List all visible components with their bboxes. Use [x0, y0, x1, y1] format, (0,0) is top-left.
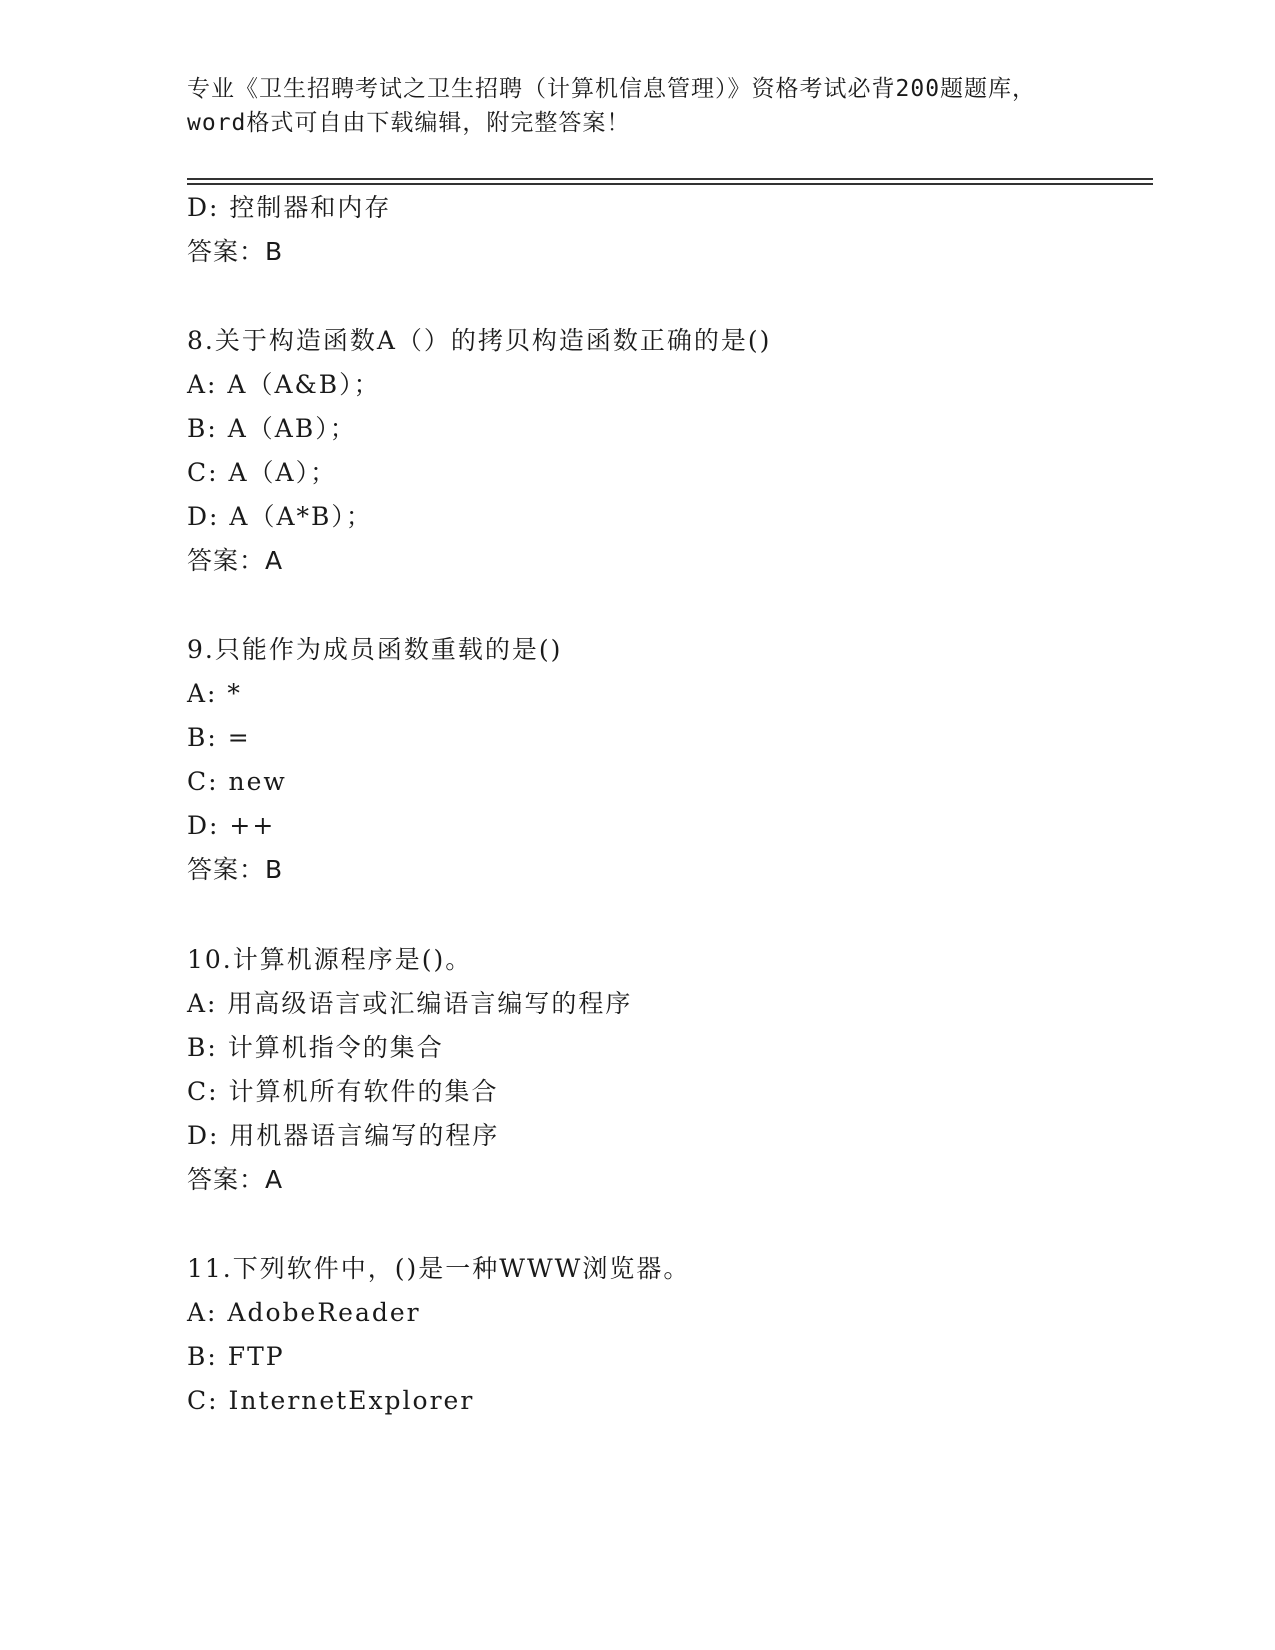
- question-8-option-a: A: A（A&B）；: [187, 370, 381, 399]
- question-11-option-c: C: InternetExplorer: [187, 1386, 475, 1415]
- question-9-option-d: D: ++: [187, 811, 276, 840]
- prev-answer: 答案：B: [187, 237, 284, 266]
- question-8-option-b: B: A（AB）；: [187, 414, 357, 443]
- question-10-stem: 10.计算机源程序是()。: [187, 945, 473, 974]
- question-10-option-d: D: 用机器语言编写的程序: [187, 1121, 500, 1150]
- question-10-option-c: C: 计算机所有软件的集合: [187, 1077, 499, 1106]
- question-10-option-b: B: 计算机指令的集合: [187, 1033, 444, 1062]
- question-11-option-b: B: FTP: [187, 1342, 285, 1371]
- header-line-1: 专业《卫生招聘考试之卫生招聘（计算机信息管理）》资格考试必背200题题库，: [187, 76, 1037, 102]
- prev-option-d: D: 控制器和内存: [187, 193, 392, 222]
- question-9-stem: 9.只能作为成员函数重载的是(): [187, 635, 563, 664]
- question-8-option-d: D: A（A*B）；: [187, 502, 373, 531]
- question-8-answer: 答案：A: [187, 546, 284, 575]
- question-9-option-a: A: *: [187, 679, 242, 708]
- question-10-option-a: A: 用高级语言或汇编语言编写的程序: [187, 989, 633, 1018]
- header-divider-top: [187, 178, 1153, 180]
- question-9-option-b: B: =: [187, 723, 251, 752]
- question-9-option-c: C: new: [187, 767, 287, 796]
- question-8-stem: 8.关于构造函数A（）的拷贝构造函数正确的是(): [187, 326, 772, 355]
- question-10-answer: 答案：A: [187, 1165, 284, 1194]
- header-divider-bottom: [187, 183, 1153, 185]
- header-line-2: word格式可自由下载编辑，附完整答案！: [187, 110, 631, 136]
- question-8-option-c: C: A（A）；: [187, 458, 338, 487]
- question-9-answer: 答案：B: [187, 855, 284, 884]
- question-11-option-a: A: AdobeReader: [187, 1298, 421, 1327]
- question-11-stem: 11.下列软件中，()是一种WWW浏览器。: [187, 1254, 691, 1283]
- document-header: [187, 72, 1087, 140]
